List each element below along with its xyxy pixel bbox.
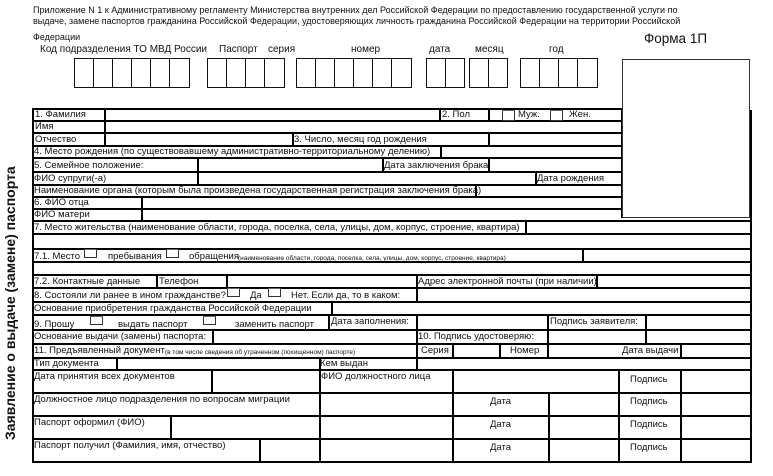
series-label: серия [268,44,296,55]
day-digit-2[interactable] [445,58,465,88]
birth-place-input[interactable] [442,147,620,157]
marital-status-input[interactable] [199,159,381,171]
surname-input[interactable] [106,110,439,120]
appeal-checkbox[interactable] [166,249,179,258]
replace-passport-label: заменить паспорт [235,319,314,330]
migration-official-input[interactable] [321,394,451,415]
regulation-header-line-1: Приложение N 1 к Административному регламенту Министерства внутренних дел Российской Федерации по предоставлению государственной услуги по [33,5,678,15]
official-name-label: ФИО должностного лица [321,371,431,382]
month-digit-2[interactable] [488,58,508,88]
unit-code-digit-4[interactable] [131,58,151,88]
passport-prepared-label: Паспорт оформил (ФИО) [34,417,145,428]
certify-signature-input[interactable] [549,331,644,343]
residence-input[interactable] [527,222,749,233]
issued-by-input[interactable] [418,359,749,369]
date-input-3[interactable] [550,440,617,461]
certify-signature-label: 10. Подпись удостоверяю: [418,331,534,342]
table-border-bottom [32,461,752,463]
series-field-label: Серия [421,345,449,356]
year-digit-2[interactable] [539,58,559,88]
passport-prepared-input[interactable] [172,417,451,438]
number-digit-2[interactable] [315,58,335,88]
unit-code-label: Код подразделения ТО МВД России [40,44,208,55]
series-input[interactable] [454,345,498,357]
signature-input-4[interactable] [682,440,749,461]
residence-input-line-2[interactable] [34,235,749,248]
phone-input[interactable] [228,276,415,287]
form-name: Форма 1П [644,31,708,46]
father-name-label: 6. ФИО отца [34,197,89,208]
place-71-input-line-2[interactable] [34,263,749,274]
signature-input-1[interactable] [682,371,749,392]
col-line [488,108,490,121]
year-digit-4[interactable] [577,58,598,88]
series-digit-2[interactable] [226,58,246,88]
mother-name-input[interactable] [143,210,620,220]
date-input-2[interactable] [550,417,617,438]
citizenship-basis-label: Основание приобретения гражданства Российской Федерации [34,303,312,314]
citizenship-no-checkbox[interactable] [268,288,281,297]
presented-doc-label: 11. Предъявленный документ [34,345,165,356]
col-line [499,343,501,358]
issue-date-label: Дата выдачи [622,345,679,356]
issue-passport-label: выдать паспорт [118,319,188,330]
issue-passport-checkbox[interactable] [90,316,103,325]
presented-doc-note: (в том числе сведения об утраченном (похищенном) паспорте) [165,349,356,356]
number-input[interactable] [549,345,619,357]
passport-received-input[interactable] [261,440,451,461]
regulation-header-line-3: Федерации [33,32,81,42]
surname-label: 1. Фамилия [35,109,86,120]
contacts-label: 7.2. Контактные данные [34,276,141,287]
other-citizenship-input[interactable] [418,289,749,301]
date-input-1[interactable] [550,394,617,415]
applicant-signature-input[interactable] [647,316,749,343]
col-line [416,343,418,358]
signature-label-1: Подпись [630,374,668,385]
unit-code-digit-3[interactable] [112,58,132,88]
place-71-label: 7.1. Место [34,251,81,262]
side-title: Заявление о выдаче (замене) паспорта [2,166,18,440]
registry-office-label: Наименование органа (которым была произведена государственная регистрация заключения брака) [34,185,482,196]
series-digit-1[interactable] [207,58,227,88]
col-line [452,392,454,462]
male-checkbox[interactable] [502,110,515,121]
unit-code-digit-1[interactable] [74,58,94,88]
fill-date-input[interactable] [418,316,546,329]
citizenship-yes-checkbox[interactable] [227,288,240,297]
col-line [328,314,330,330]
doc-type-input[interactable] [118,359,318,369]
number-digit-5[interactable] [372,58,392,88]
unit-code-digit-2[interactable] [93,58,113,88]
phone-label: Телефон [159,276,199,287]
date-label-1: Дата [490,396,512,407]
patronymic-input[interactable] [106,134,291,145]
female-checkbox[interactable] [550,110,563,121]
photo-box[interactable] [622,59,750,218]
spouse-name-input[interactable] [199,173,534,184]
place-71-input[interactable] [584,250,749,261]
citizenship-yes-label: Да [250,290,262,301]
citizenship-no-label: Нет. Если да, то в каком: [291,290,401,301]
passport-label: Паспорт [219,44,258,55]
official-name-input[interactable] [454,371,617,392]
day-digit-1[interactable] [426,58,446,88]
year-label: год [549,44,564,55]
regulation-header-line-2: выдаче, замене паспортов гражданина Российской Федерации, удостоверяющих личность гражданина Российской Федерации на территории Российской [33,16,681,26]
email-label: Адрес электронной почты (при наличии) [418,276,597,287]
marriage-date-input[interactable] [490,159,620,171]
marriage-date-label: Дата заключения брака [384,160,489,171]
other-citizenship-label: 8. Состояли ли ранее в ином гражданстве? [34,290,226,301]
passport-received-label: Паспорт получил (Фамилия, имя, отчество) [34,440,226,451]
number-digit-4[interactable] [353,58,373,88]
issued-by-label: Кем выдан [320,358,368,369]
signature-label-3: Подпись [630,419,668,430]
date-label-3: Дата [490,442,512,453]
request-label: 9. Прошу [34,319,75,330]
residence-label: 7. Место жительства (наименование области, города, поселка, села, улицы, дом, корпус, строение, квартира) [34,222,520,233]
number-digit-3[interactable] [334,58,354,88]
father-name-input[interactable] [143,198,620,208]
fill-date-label: Дата заполнения: [331,316,409,327]
month-digit-1[interactable] [469,58,489,88]
birth-date-label: 3. Число, месяц год рождения [294,134,427,145]
signature-input-3[interactable] [682,417,749,438]
registry-office-input[interactable] [477,186,620,196]
applicant-signature-label: Подпись заявителя: [550,316,638,327]
citizenship-basis-input[interactable] [333,303,749,314]
month-label: месяц [475,44,504,55]
signature-label-2: Подпись [630,396,668,407]
unit-code-digit-6[interactable] [169,58,190,88]
unit-code-digit-5[interactable] [150,58,170,88]
patronymic-label: Отчество [35,134,77,145]
day-label: дата [429,44,451,55]
number-label: номер [351,44,381,55]
number-digit-6[interactable] [391,58,412,88]
date-label-2: Дата [490,419,512,430]
male-label: Муж. [518,109,540,120]
name-label: Имя [35,121,54,132]
col-line [439,108,441,121]
signature-label-4: Подпись [630,442,668,453]
doc-type-label: Тип документа [34,358,99,369]
marital-status-label: 5. Семейное положение: [34,160,144,171]
birth-date-input[interactable] [490,134,620,145]
issue-date-input[interactable] [682,345,749,357]
series-digit-3[interactable] [245,58,265,88]
mother-name-label: ФИО матери [34,209,90,220]
docs-accepted-date-label: Дата принятия всех документов [34,371,175,382]
email-input[interactable] [598,276,749,287]
col-line [156,274,158,288]
appeal-label: обращения [189,251,239,262]
appeal-note: (наименование области, города, поселка, села, улицы, дом, корпус, строение, квартира) [238,255,506,262]
year-digit-3[interactable] [558,58,578,88]
name-input[interactable] [106,122,620,132]
birth-place-label: 4. Место рождения (по существовавшему административно-территориальному делению) [34,146,431,157]
stay-label: пребывания [108,251,162,262]
issue-basis-label: Основание выдачи (замены) паспорта: [34,331,207,342]
spouse-birth-date-label: Дата рождения [537,173,605,184]
year-digit-1[interactable] [520,58,540,88]
replace-passport-checkbox[interactable] [203,316,216,325]
female-label: Жен. [569,109,591,120]
number-digit-1[interactable] [296,58,316,88]
spouse-name-label: ФИО супруги(-а) [34,173,107,184]
docs-accepted-date-input[interactable] [213,371,318,392]
migration-official-label: Должностное лицо подразделения по вопросам миграции [34,394,290,405]
sex-label: 2. Пол [442,109,471,120]
signature-input-2[interactable] [682,394,749,415]
issue-basis-input[interactable] [214,331,415,343]
number-field-label: Номер [510,345,540,356]
col-line [618,369,620,462]
stay-checkbox[interactable] [84,249,97,258]
series-digit-4[interactable] [264,58,285,88]
